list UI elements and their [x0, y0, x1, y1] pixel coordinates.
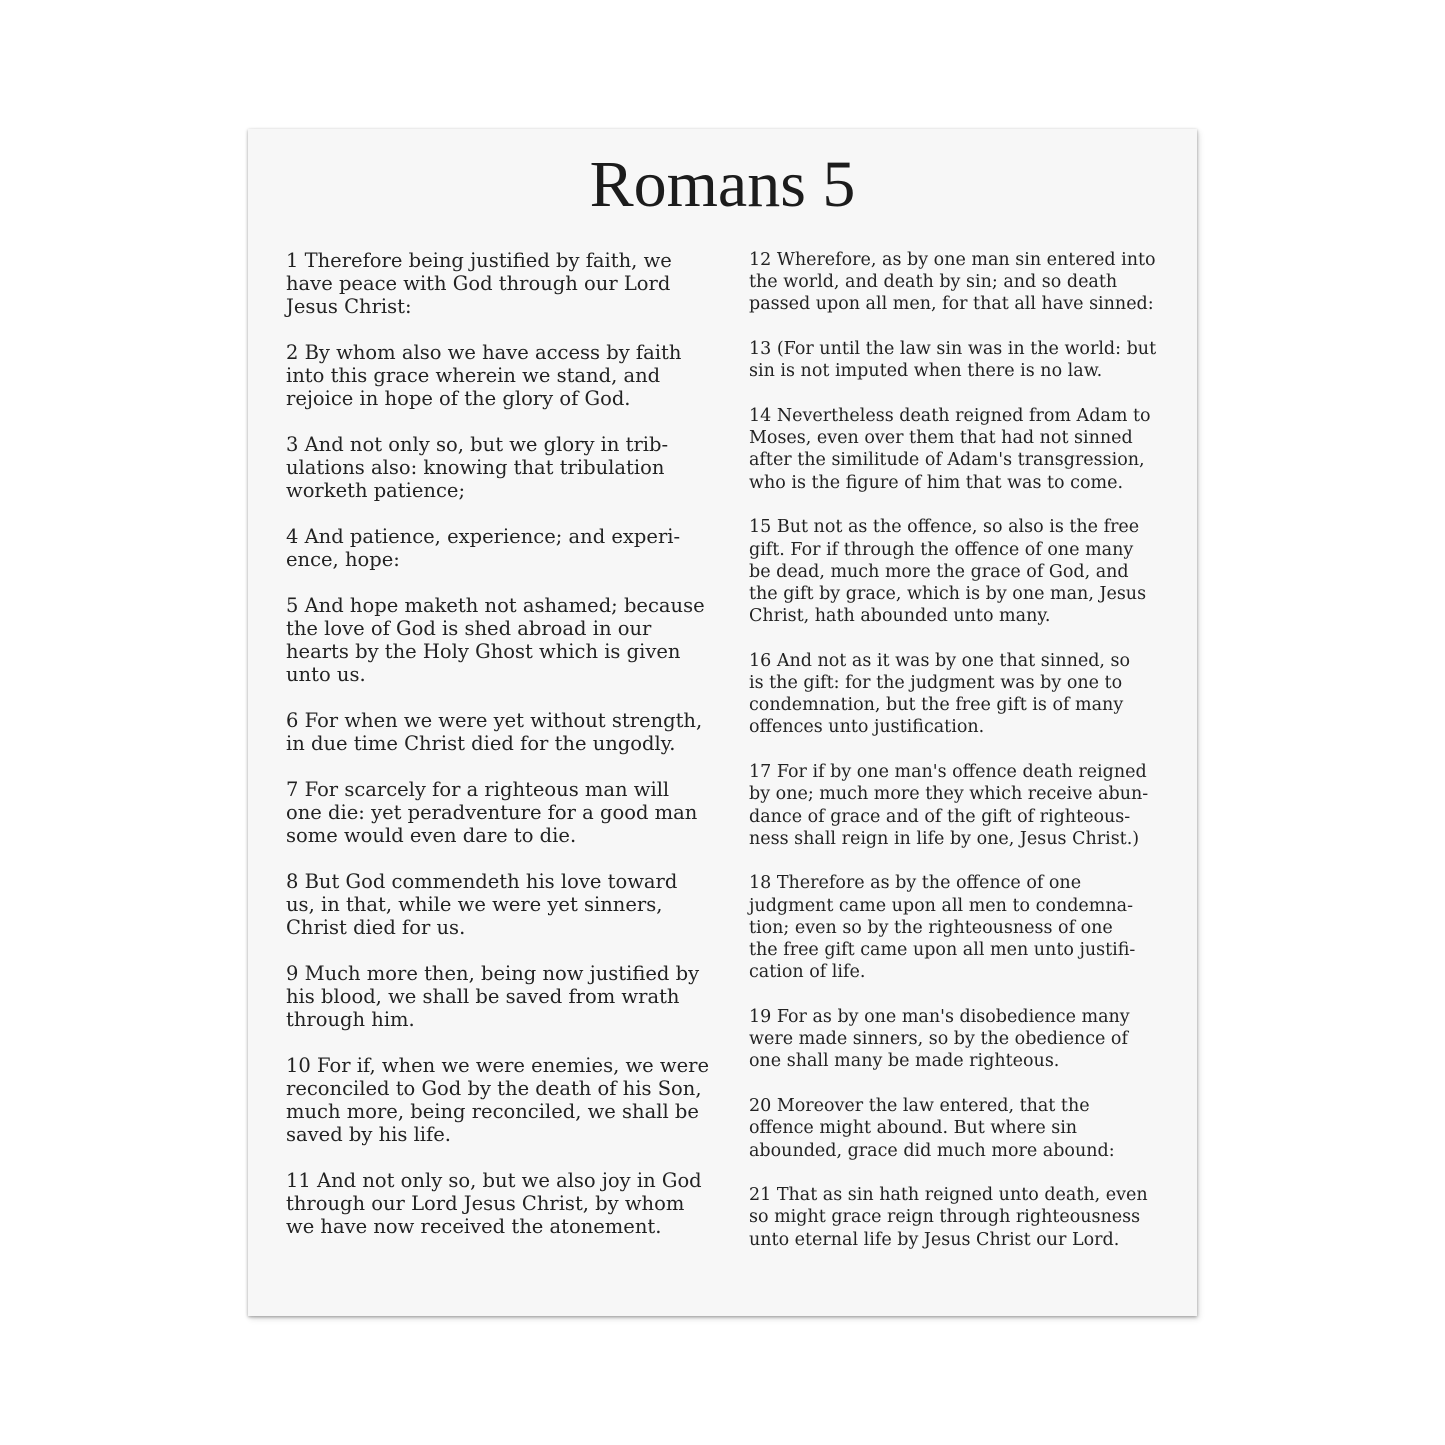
verse-line: Christ, hath abounded unto many.: [749, 606, 1051, 627]
verse-line: offences unto justification.: [749, 717, 985, 738]
verse: [749, 761, 1179, 850]
verse-line: by one; much more they which receive abun-: [749, 784, 1149, 805]
verse: [286, 1054, 716, 1146]
verse: [749, 1006, 1179, 1073]
verse-line: ness shall reign in life by one, Jesus Christ.): [749, 828, 1140, 849]
verse-line: rejoice in hope of the glory of God.: [286, 387, 631, 410]
verse-line: 7 For scarcely for a righteous man will: [286, 778, 670, 801]
verse: [749, 650, 1179, 739]
verse: [286, 962, 716, 1031]
verse: [749, 249, 1179, 316]
verses-right-column: [749, 249, 1179, 1251]
verse-line: 6 For when we were yet without strength,: [286, 709, 703, 732]
verse-line: passed upon all men, for that all have sinned:: [749, 294, 1154, 315]
verse: [286, 1169, 716, 1238]
verse-line: cation of life.: [749, 962, 866, 983]
verse-line: 21 That as sin hath reigned unto death, even: [749, 1185, 1148, 1206]
verse-line: the love of God is shed abroad in our: [286, 617, 652, 640]
verse-line: Christ died for us.: [286, 916, 466, 939]
verse: [749, 516, 1179, 627]
verse-line: 5 And hope maketh not ashamed; because: [286, 594, 705, 617]
verse: [286, 778, 716, 847]
page-title: Romans 5: [589, 148, 856, 221]
verse-line: 10 For if, when we were enemies, we were: [286, 1054, 709, 1077]
verse-line: hearts by the Holy Ghost which is given: [286, 640, 681, 663]
verse: [286, 341, 716, 410]
verse-line: 8 But God commendeth his love toward: [286, 870, 678, 893]
verse-line: in due time Christ died for the ungodly.: [286, 732, 676, 755]
verse-line: the free gift came upon all men unto justifi-: [749, 940, 1136, 961]
verse: [286, 709, 716, 755]
verse: [749, 338, 1179, 382]
verse: [749, 872, 1179, 983]
verses-left-column: [286, 249, 716, 1238]
verse-line: gift. For if through the offence of one many: [749, 539, 1134, 560]
verse-line: so might grace reign through righteousness: [749, 1207, 1141, 1228]
verse: [749, 405, 1179, 494]
verse-line: ence, hope:: [286, 548, 400, 571]
verse: [286, 525, 716, 571]
verse-line: some would even dare to die.: [286, 824, 577, 847]
verse-line: 11 And not only so, but we also joy in God: [286, 1169, 702, 1192]
verse-line: his blood, we shall be saved from wrath: [286, 985, 680, 1008]
verse-line: 19 For as by one man's disobedience many: [749, 1006, 1130, 1027]
verse-line: Jesus Christ:: [286, 295, 412, 318]
verse-line: through him.: [286, 1008, 415, 1031]
verse-line: after the similitude of Adam's transgression,: [749, 450, 1145, 471]
verse-line: abounded, grace did much more abound:: [749, 1140, 1115, 1161]
verse-line: condemnation, but the free gift is of many: [749, 695, 1124, 716]
verse: [286, 870, 716, 939]
verse: [286, 249, 716, 318]
verse-line: 1 Therefore being justified by faith, we: [286, 249, 672, 272]
verse-line: unto eternal life by Jesus Christ our Lord.: [749, 1229, 1120, 1250]
verse-line: into this grace wherein we stand, and: [286, 364, 661, 387]
verse-line: 15 But not as the offence, so also is the free: [749, 517, 1140, 538]
verse-line: unto us.: [286, 663, 366, 686]
verse-line: one die: yet peradventure for a good man: [286, 801, 698, 824]
verse: [749, 1184, 1179, 1251]
verse-line: be dead, much more the grace of God, and: [749, 561, 1129, 582]
verse-line: 13 (For until the law sin was in the world: but: [749, 339, 1157, 360]
verse-line: judgment came upon all men to condemna-: [749, 895, 1133, 916]
verse-line: 17 For if by one man's offence death reigned: [749, 762, 1147, 783]
verse-line: tion; even so by the righteousness of one: [749, 917, 1113, 938]
verse-line: one shall many be made righteous.: [749, 1051, 1060, 1072]
verse-line: worketh patience;: [286, 479, 466, 502]
verse-line: were made sinners, so by the obedience of: [749, 1029, 1128, 1050]
verse: [286, 594, 716, 686]
verse: [286, 433, 716, 502]
verse-line: 14 Nevertheless death reigned from Adam to: [749, 406, 1151, 427]
verse-line: us, in that, while we were yet sinners,: [286, 893, 663, 916]
verse-line: 20 Moreover the law entered, that the: [749, 1096, 1090, 1117]
verse-line: 4 And patience, experience; and experi-: [286, 525, 681, 548]
verse-line: offence might abound. But where sin: [749, 1118, 1078, 1139]
verse-line: 16 And not as it was by one that sinned, so: [749, 650, 1131, 671]
verse-line: have peace with God through our Lord: [286, 272, 671, 295]
verse: [749, 1095, 1179, 1162]
verse-line: reconciled to God by the death of his Son,: [286, 1077, 702, 1100]
verse-line: is the gift: for the judgment was by one to: [749, 673, 1123, 694]
verse-line: we have now received the atonement.: [286, 1215, 662, 1238]
verse-line: much more, being reconciled, we shall be: [286, 1100, 699, 1123]
verse-line: 2 By whom also we have access by faith: [286, 341, 682, 364]
verse-line: 3 And not only so, but we glory in trib-: [286, 433, 669, 456]
verse-line: ulations also: knowing that tribulation: [286, 456, 665, 479]
verse-line: saved by his life.: [286, 1123, 451, 1146]
verse-line: 12 Wherefore, as by one man sin entered into: [749, 250, 1156, 270]
verse-line: 18 Therefore as by the offence of one: [749, 873, 1082, 894]
verse-line: who is the figure of him that was to come.: [749, 472, 1124, 493]
verse-line: through our Lord Jesus Christ, by whom: [286, 1192, 685, 1215]
verse-line: dance of grace and of the gift of righteous-: [749, 806, 1131, 827]
verse-line: the gift by grace, which is by one man, Jesus: [749, 583, 1147, 604]
verse-line: Moses, even over them that had not sinned: [749, 428, 1133, 449]
verse-line: 9 Much more then, being now justified by: [286, 962, 700, 985]
verse-line: sin is not imputed when there is no law.: [749, 361, 1103, 382]
verse-line: the world, and death by sin; and so death: [749, 272, 1118, 293]
